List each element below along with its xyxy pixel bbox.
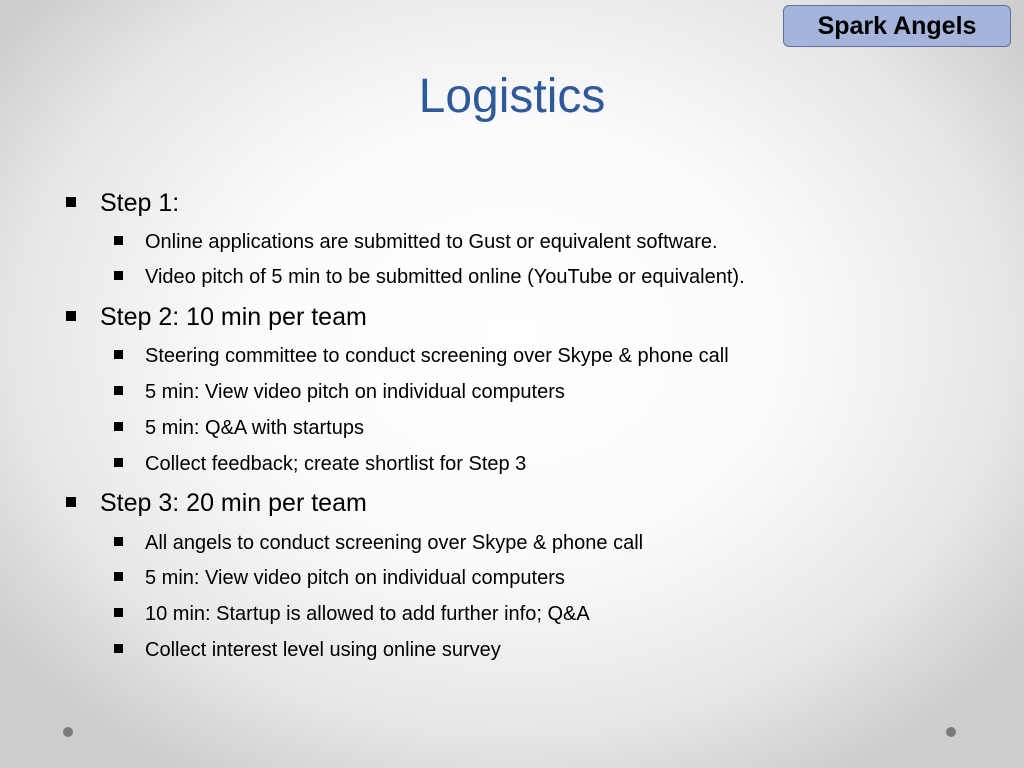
bullet-text: Online applications are submitted to Gust or equivalent software. xyxy=(145,231,718,253)
bullet-text: All angels to conduct screening over Skype & phone call xyxy=(145,532,644,554)
bullet-step-2 xyxy=(100,302,367,332)
square-bullet-icon xyxy=(114,537,123,546)
bullet-step-3 xyxy=(100,488,367,518)
sub-bullet-qa-startups xyxy=(145,415,364,441)
sub-bullet-video-pitch xyxy=(145,264,745,290)
sub-bullet-steering-committee xyxy=(145,343,729,369)
square-bullet-icon xyxy=(114,236,123,245)
bullet-text: Video pitch of 5 min to be submitted online (YouTube or equivalent). xyxy=(145,266,745,288)
square-bullet-icon xyxy=(114,458,123,467)
slide-title: Logistics xyxy=(418,70,606,123)
square-bullet-icon xyxy=(114,572,123,581)
sub-bullet-online-applications xyxy=(145,229,718,255)
square-bullet-icon xyxy=(114,386,123,395)
sub-bullet-further-info xyxy=(145,601,590,627)
bullet-step-1 xyxy=(100,188,179,218)
square-bullet-icon xyxy=(114,422,123,431)
sub-bullet-interest-level xyxy=(145,637,501,663)
sub-bullet-view-video-pitch-2 xyxy=(145,565,565,591)
square-bullet-icon xyxy=(114,608,123,617)
bullet-text: 5 min: Q&A with startups xyxy=(145,417,364,439)
sub-bullet-all-angels xyxy=(145,530,643,556)
bullet-text: Steering committee to conduct screening over Skype & phone call xyxy=(145,345,729,367)
bullet-text: 10 min: Startup is allowed to add further info; Q&A xyxy=(145,603,590,625)
square-bullet-icon xyxy=(114,271,123,280)
square-bullet-icon xyxy=(66,497,76,507)
square-bullet-icon xyxy=(114,350,123,359)
bullet-text: Collect interest level using online survey xyxy=(145,639,501,661)
corner-dot-icon xyxy=(946,727,956,737)
sub-bullet-collect-feedback xyxy=(145,451,526,477)
square-bullet-icon xyxy=(114,644,123,653)
bullet-text: Step 2: 10 min per team xyxy=(100,303,367,331)
bullet-text: Step 3: 20 min per team xyxy=(100,489,367,517)
sub-bullet-view-video-pitch xyxy=(145,379,565,405)
bullet-text: Step 1: xyxy=(100,189,180,217)
square-bullet-icon xyxy=(66,197,76,207)
square-bullet-icon xyxy=(66,311,76,321)
bullet-text: 5 min: View video pitch on individual computers xyxy=(145,567,565,589)
spark-angels-badge: Spark Angels xyxy=(783,5,1011,47)
bullet-text: 5 min: View video pitch on individual computers xyxy=(145,381,565,403)
corner-dot-icon xyxy=(63,727,73,737)
bullet-text: Collect feedback; create shortlist for Step 3 xyxy=(145,453,527,475)
